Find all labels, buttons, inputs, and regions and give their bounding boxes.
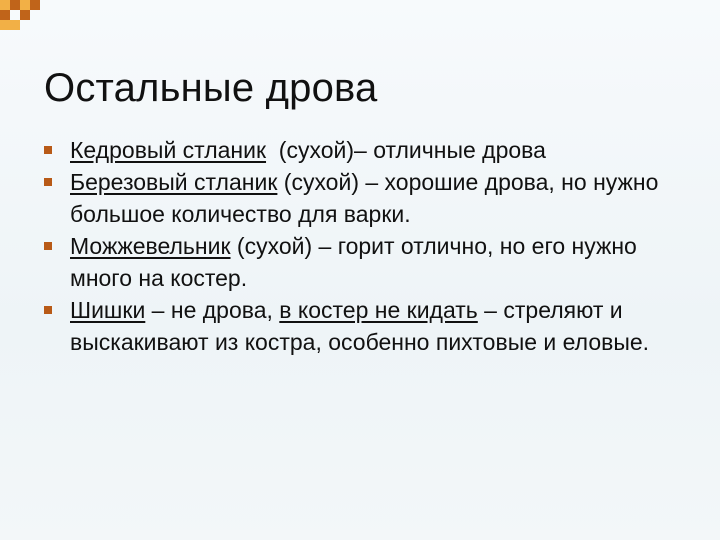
bullet-item [44, 134, 704, 166]
bullet-term: Березовый стланик [70, 169, 278, 195]
slide-title: Остальные дрова [44, 66, 378, 110]
square-bullet-icon [44, 146, 52, 154]
square-bullet-icon [44, 242, 52, 250]
bullet-text: (сухой) – хорошие дрова, но нужно большое количество для варки. [70, 169, 665, 227]
bullet-text: – стреляют и выскакивают из костра, особенно пихтовые и еловые. [70, 297, 650, 355]
bullet-item [44, 294, 704, 358]
corner-decoration [0, 0, 60, 40]
bullet-text: (сухой) – горит отлично, но его нужно много на костер. [70, 233, 644, 291]
bullet-text: (сухой)– отличные дрова [266, 137, 546, 163]
bullet-term: Кедровый стланик [70, 137, 267, 163]
square-bullet-icon [44, 306, 52, 314]
bullet-item [44, 230, 704, 294]
bullet-term: Шишки [70, 297, 146, 323]
bullet-item [44, 166, 704, 230]
square-bullet-icon [44, 178, 52, 186]
bullet-list [44, 134, 704, 358]
bullet-term: Можжевельник [70, 233, 231, 259]
bullet-emphasis: в костер не кидать [279, 297, 478, 323]
bullet-text: – не дрова, [145, 297, 280, 323]
